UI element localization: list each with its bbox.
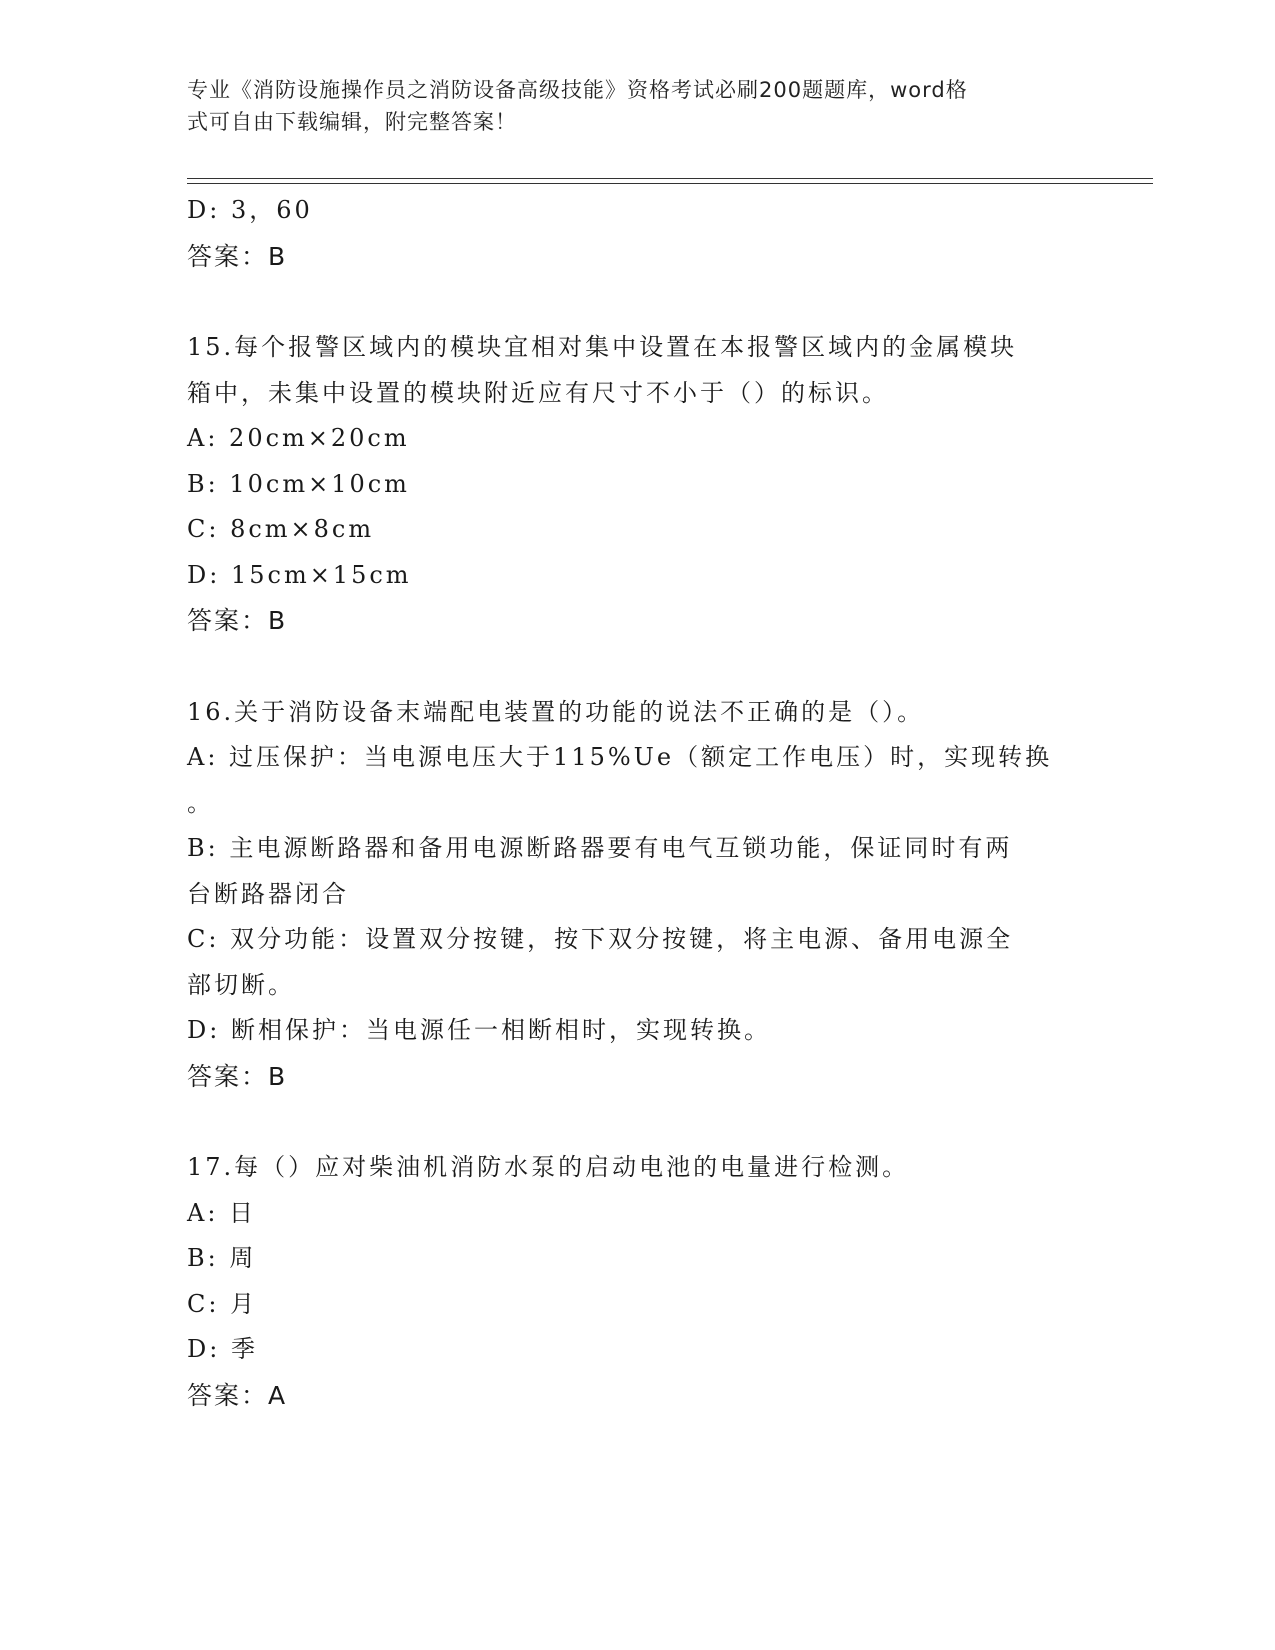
question-content xyxy=(187,188,1087,1418)
option-c: C: 8cm×8cm xyxy=(187,515,375,543)
spacer xyxy=(187,1099,1087,1145)
option-c-continued: 部切断。 xyxy=(187,970,295,999)
spacer xyxy=(187,279,1087,325)
option-d: D: 断相保护：当电源任一相断相时，实现转换。 xyxy=(187,1016,771,1044)
header-line-2: 式可自由下载编辑，附完整答案！ xyxy=(187,110,517,134)
question-17 xyxy=(187,1145,1087,1418)
option-c: C: 双分功能：设置双分按键，按下双分按键，将主电源、备用电源全 xyxy=(187,925,1014,953)
option-c: C: 月 xyxy=(187,1289,258,1318)
document-header xyxy=(187,74,1067,138)
spacer xyxy=(187,644,1087,690)
question-stem: 15.每个报警区域内的模块宜相对集中设置在本报警区域内的金属模块 xyxy=(187,333,1018,361)
previous-question-tail xyxy=(187,188,1087,279)
answer: 答案：B xyxy=(187,1061,288,1091)
question-stem: 箱中，未集中设置的模块附近应有尺寸不小于（）的标识。 xyxy=(187,378,889,407)
option-d: D: 季 xyxy=(187,1335,258,1363)
option-a: A: 20cm×20cm xyxy=(187,424,410,452)
question-15 xyxy=(187,325,1087,644)
option-b: B: 主电源断路器和备用电源断路器要有电气互锁功能，保证同时有两 xyxy=(187,834,1013,862)
question-stem: 17.每（）应对柴油机消防水泵的启动电池的电量进行检测。 xyxy=(187,1153,910,1181)
option-b-continued: 台断路器闭合 xyxy=(187,879,349,908)
answer: 答案：A xyxy=(187,1380,288,1410)
option-d: D: 15cm×15cm xyxy=(187,560,412,589)
answer: 答案：B xyxy=(187,241,288,271)
answer: 答案：B xyxy=(187,606,288,635)
option-d: D: 3，60 xyxy=(187,196,313,224)
option-a: A: 过压保护：当电源电压大于115%Ue（额定工作电压）时，实现转换 xyxy=(187,743,1053,771)
question-16 xyxy=(187,690,1087,1100)
option-a-continued: 。 xyxy=(187,788,214,817)
header-divider-bottom xyxy=(187,183,1153,184)
question-stem: 16.关于消防设备末端配电装置的功能的说法不正确的是（）。 xyxy=(187,697,925,726)
header-line-1: 专业《消防设施操作员之消防设备高级技能》资格考试必刷200题题库，word格 xyxy=(187,78,968,102)
option-b: B: 周 xyxy=(187,1244,257,1272)
option-a: A: 日 xyxy=(187,1198,257,1227)
option-b: B: 10cm×10cm xyxy=(187,469,410,498)
header-divider-top xyxy=(187,178,1153,179)
